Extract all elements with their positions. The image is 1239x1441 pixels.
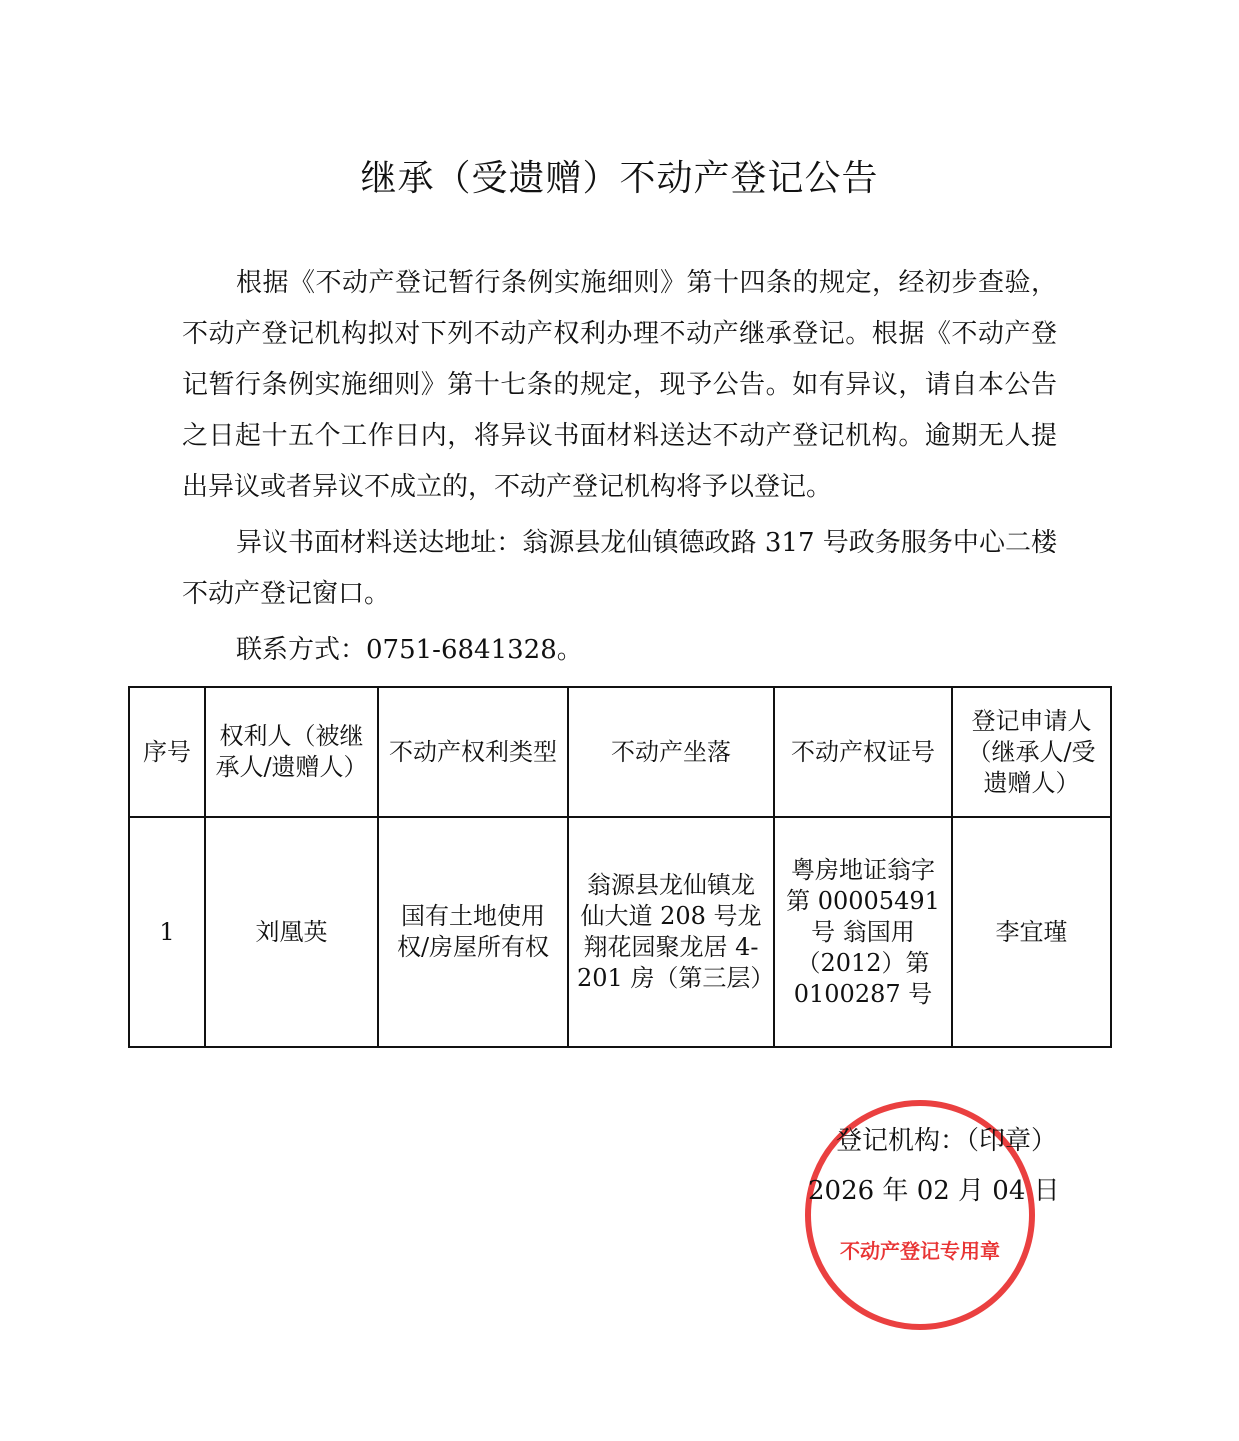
- address-paragraph: 异议书面材料送达地址：翁源县龙仙镇德政路 317 号政务服务中心二楼不动产登记窗口。: [182, 528, 1057, 609]
- contact-paragraph: 联系方式：0751-6841328。: [236, 635, 583, 665]
- signature-org: 登记机构：（印章）: [836, 1126, 1058, 1156]
- cell: 粤房地证翁字第 00005491 号 翁国用（2012）第 0100287 号: [774, 817, 952, 1047]
- page-title: 继承（受遗赠）不动产登记公告: [360, 158, 879, 199]
- table-header-row: [129, 687, 1111, 817]
- header-cell: 权利人（被继承人/遗赠人）: [205, 687, 378, 817]
- property-table: [128, 686, 1112, 1048]
- header-cell: 不动产权利类型: [378, 687, 568, 817]
- cell: 李宜瑾: [952, 817, 1111, 1047]
- cell: 1: [129, 817, 205, 1047]
- notice-paragraph: 根据《不动产登记暂行条例实施细则》第十四条的规定，经初步查验，不动产登记机构拟对下列不动产权利办理不动产继承登记。根据《不动产登记暂行条例实施细则》第十七条的规定，现予公告。如有异议，请自本公告之日起十五个工作日内，将异议书面材料送达不动产登记机构。逾期无人提出异议或者异议不成立的，不动产登记机构将予以登记。: [182, 268, 1057, 502]
- seal-text: 不动产登记专用章: [840, 1239, 1000, 1263]
- header-cell: 序号: [129, 687, 205, 817]
- table-row: [129, 817, 1111, 1047]
- header-cell: 登记申请人（继承人/受遗赠人）: [952, 687, 1111, 817]
- signature-date: 2026 年 02 月 04 日: [808, 1176, 1060, 1206]
- header-cell: 不动产权证号: [774, 687, 952, 817]
- header-cell: 不动产坐落: [568, 687, 774, 817]
- cell: 国有土地使用权/房屋所有权: [378, 817, 568, 1047]
- cell: 翁源县龙仙镇龙仙大道 208 号龙翔花园聚龙居 4-201 房（第三层）: [568, 817, 774, 1047]
- cell: 刘凰英: [205, 817, 378, 1047]
